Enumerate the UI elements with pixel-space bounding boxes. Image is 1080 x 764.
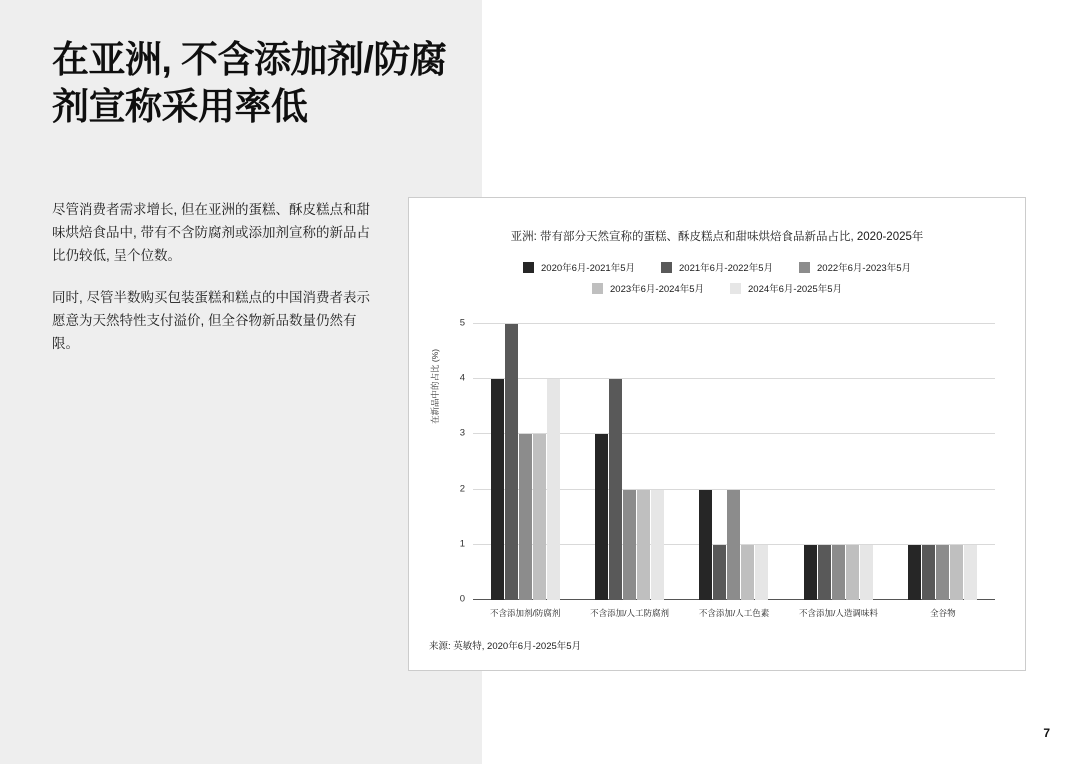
chart-card xyxy=(408,197,1026,671)
legend-swatch-icon xyxy=(592,283,603,294)
bar xyxy=(832,545,845,600)
x-axis-category-label: 不含添加剂/防腐剂 xyxy=(490,608,561,618)
chart-source: 来源: 英敏特, 2020年6月-2025年5月 xyxy=(429,641,582,652)
legend-row-2 xyxy=(592,281,842,295)
bar-group xyxy=(895,324,991,600)
bar-group xyxy=(582,324,678,600)
bar xyxy=(936,545,949,600)
bar xyxy=(547,379,560,600)
legend-item xyxy=(523,260,635,274)
legend-label: 2024年6月-2025年5月 xyxy=(748,284,842,295)
x-axis-category-label: 不含添加/人工色素 xyxy=(698,608,770,618)
x-axis-category-label: 不含添加/人工防腐剂 xyxy=(590,608,670,618)
legend-label: 2020年6月-2021年5月 xyxy=(541,263,635,274)
x-axis-category-label: 全谷物 xyxy=(930,608,956,618)
bar-group xyxy=(477,324,573,600)
y-axis-tick-label: 4 xyxy=(459,372,465,384)
legend-swatch-icon xyxy=(661,262,672,273)
legend-swatch-icon xyxy=(730,283,741,294)
y-axis-tick-label: 2 xyxy=(459,483,465,495)
bar xyxy=(595,434,608,600)
y-axis-tick-label: 0 xyxy=(459,593,465,605)
legend-row-1 xyxy=(523,260,911,274)
bar xyxy=(908,545,921,600)
body-paragraph-1: 尽管消费者需求增长, 但在亚洲的蛋糕、酥皮糕点和甜味烘焙食品中, 带有不含防腐剂或添加剂宣称的新品占比仍较低, 呈个位数。 xyxy=(52,202,371,264)
bar xyxy=(860,545,873,600)
legend-label: 2023年6月-2024年5月 xyxy=(610,284,704,295)
page-title: 在亚洲, 不含添加剂/防腐剂宣称采用率低 xyxy=(52,39,447,128)
legend-label: 2022年6月-2023年5月 xyxy=(817,263,911,274)
chart-title: 亚洲: 带有部分天然宣称的蛋糕、酥皮糕点和甜味烘焙食品新品占比, 2020-2025年 xyxy=(510,231,924,243)
bar xyxy=(741,545,754,600)
legend-item xyxy=(661,260,773,274)
bar xyxy=(755,545,768,600)
legend-item xyxy=(592,281,704,295)
bar xyxy=(623,490,636,600)
legend-item xyxy=(730,281,842,295)
bar xyxy=(964,545,977,600)
bar xyxy=(950,545,963,600)
legend-swatch-icon xyxy=(799,262,810,273)
x-axis-category-labels xyxy=(473,608,995,619)
y-axis-tick-label: 5 xyxy=(459,317,465,329)
bar xyxy=(804,545,817,600)
bar xyxy=(637,490,650,600)
y-axis-tick-label: 3 xyxy=(459,427,465,439)
bar xyxy=(651,490,664,600)
bar-groups xyxy=(473,324,995,600)
bar xyxy=(519,434,532,600)
y-axis-tick-label: 1 xyxy=(459,538,465,550)
bar xyxy=(609,379,622,600)
bar xyxy=(491,379,504,600)
plot-area xyxy=(409,316,1027,616)
bar xyxy=(533,434,546,600)
bar xyxy=(727,490,740,600)
legend-label: 2021年6月-2022年5月 xyxy=(679,263,773,274)
legend-swatch-icon xyxy=(523,262,534,273)
chart-legend xyxy=(409,260,1025,295)
bar xyxy=(922,545,935,600)
body-copy xyxy=(52,198,370,373)
bar-group xyxy=(790,324,886,600)
y-axis-label: 在新品中的占比 (%) xyxy=(430,348,440,424)
bar xyxy=(505,324,518,600)
x-axis-category-label: 不含添加/人造调味料 xyxy=(798,608,878,618)
bar-group xyxy=(686,324,782,600)
body-paragraph-2: 同时, 尽管半数购买包装蛋糕和糕点的中国消费者表示愿意为天然特性支付溢价, 但全谷物新品数量仍然有限。 xyxy=(52,289,371,352)
page-number: 7 xyxy=(1043,726,1050,740)
bar xyxy=(818,545,831,600)
bar-plot xyxy=(459,317,995,605)
bar xyxy=(713,545,726,600)
bar xyxy=(846,545,859,600)
bar xyxy=(699,490,712,600)
legend-item xyxy=(799,260,911,274)
